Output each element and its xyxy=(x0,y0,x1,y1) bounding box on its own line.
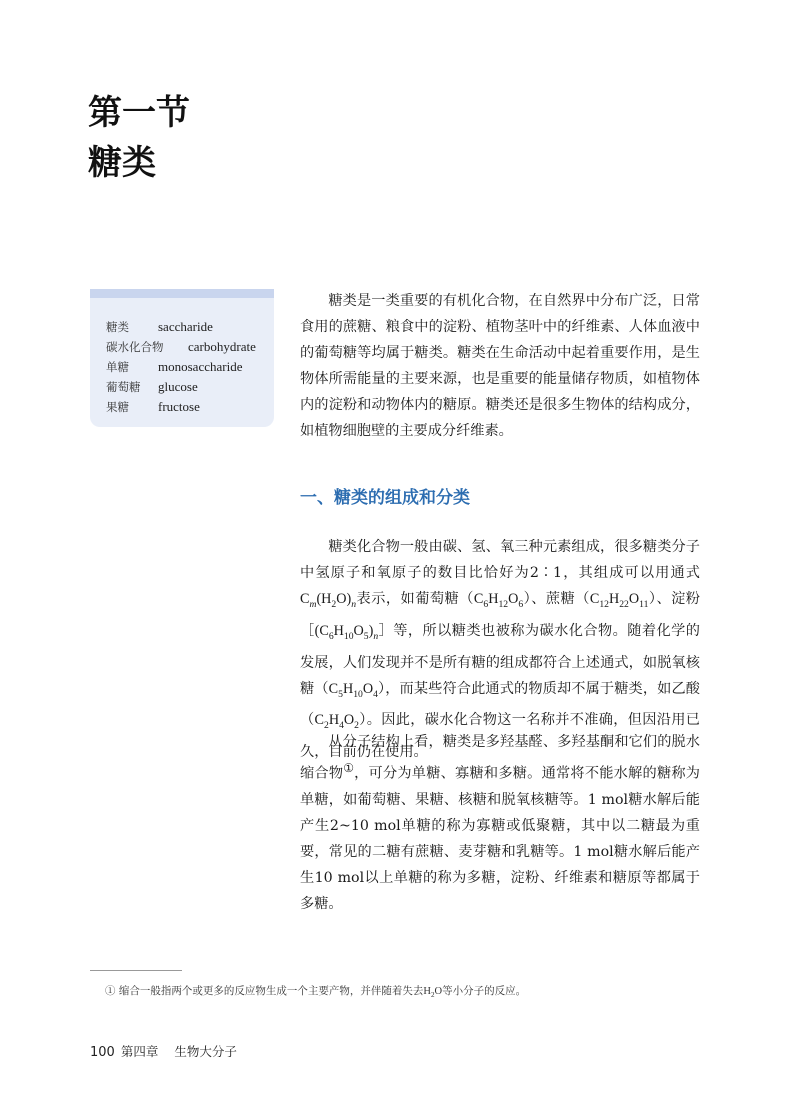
general-formula: $C_m(H_2O)_n$ xyxy=(300,591,357,610)
water-formula: $H_2O$ xyxy=(423,986,443,1000)
page-title xyxy=(88,88,190,188)
text-run: 糖类化合物一般由碳、氢、氧三种元素组成，很多糖类分子中氢原子和氧原子的数目比恰好为2∶1，其组成可以用通式 xyxy=(300,539,700,581)
glossary-header-bar xyxy=(90,289,274,298)
glossary-item xyxy=(106,317,256,337)
text-run: ）。因此，碳水化合物这一名称并不准确，但因沿用已久，目前仍在使用。 xyxy=(300,712,700,761)
text-run: ）、淀粉［ xyxy=(300,591,700,639)
glossary-box xyxy=(90,289,274,427)
glossary-term-zh: 单糖 xyxy=(106,360,129,374)
glossary-term-en: carbohydrate xyxy=(188,339,256,354)
footnote-divider xyxy=(90,970,182,971)
intro-paragraph: 糖类是一类重要的有机化合物，在自然界中分布广泛，日常食用的蔗糖、粮食中的淀粉、植物茎叶中的纤维素、人体血液中的葡萄糖等均属于糖类。糖类在生命活动中起着重要作用，是生物体所需能量的主要来源，也是重要的能量储存物质，如植物体内的淀粉和动物体内的糖原。糖类还是很多生物体的结构成分，如植物细胞壁的主要成分纤维素。 xyxy=(300,293,700,439)
footnote-marker[interactable]: ① xyxy=(343,761,355,775)
glossary-term-en: fructose xyxy=(158,399,200,414)
glossary-term-zh: 碳水化合物 xyxy=(106,340,164,354)
footnote-mark: ① xyxy=(105,985,116,997)
glossary-item xyxy=(106,357,256,377)
page-number: 100 xyxy=(90,1045,115,1060)
sucrose-formula: $C_{12}H_{22}O_{11}$ xyxy=(589,591,649,610)
text-run: ，可分为单糖、寡糖和多糖。通常将不能水解的糖称为单糖，如葡萄糖、果糖、核糖和脱氧核糖等。1 mol糖水解后能产生2~10 mol单糖的称为寡糖或低聚糖，其中以二糖最为重要，常见的二糖有蔗糖、麦芽糖和乳糖等。1 mol糖水解后能产生10 mol以上单糖的称为多糖，淀粉、纤维素和糖原等都属于多糖。 xyxy=(300,765,700,912)
text-run: 从分子结构上看，糖类是多羟基醛、多羟基酮和它们的脱水缩合物 xyxy=(300,734,700,782)
glossary-term-en: saccharide xyxy=(158,319,213,334)
chapter-label: 第四章 xyxy=(120,1044,159,1059)
glossary-item xyxy=(106,377,256,397)
glossary-term-zh: 糖类 xyxy=(106,320,129,334)
text-run: 表示，如葡萄糖（ xyxy=(356,591,474,607)
text-run: ），而某些符合此通式的物质却不属于糖类，如乙酸（ xyxy=(300,680,700,729)
glossary-term-zh: 葡萄糖 xyxy=(106,380,141,394)
deoxyribose-formula: $C_5H_{10}O_4$ xyxy=(328,680,378,700)
glossary-list xyxy=(106,317,256,417)
glossary-item xyxy=(106,337,256,357)
section-heading: 一、糖类的组成和分类 xyxy=(300,488,470,508)
text-run: ］等，所以糖类也被称为碳水化合物。随着化学的发展，人们发现并不是所有糖的组成都符合上述通式，如脱氧核糖（ xyxy=(300,622,700,697)
chapter-title: 生物大分子 xyxy=(174,1044,237,1059)
text-run: 等小分子的反应。 xyxy=(442,985,527,997)
text-run: ）、蔗糖（ xyxy=(523,591,590,607)
starch-formula: $(C_6H_{10}O_5)_n$ xyxy=(314,622,379,642)
glucose-formula: $C_6H_{12}O_6$ xyxy=(473,591,524,610)
section-number: 第一节 xyxy=(88,93,190,133)
acetic-acid-formula: $C_2H_4O_2$ xyxy=(314,712,359,732)
glossary-term-en: glucose xyxy=(158,379,198,394)
glossary-item xyxy=(106,397,256,417)
glossary-term-zh: 果糖 xyxy=(106,400,129,414)
page-footer xyxy=(90,1042,237,1060)
glossary-term-en: monosaccharide xyxy=(158,359,243,374)
footnote xyxy=(105,983,526,1003)
section-title: 糖类 xyxy=(88,143,156,183)
text-run: 缩合一般指两个或更多的反应物生成一个主要产物，并伴随着失去 xyxy=(118,985,424,997)
structure-paragraph xyxy=(300,729,700,917)
